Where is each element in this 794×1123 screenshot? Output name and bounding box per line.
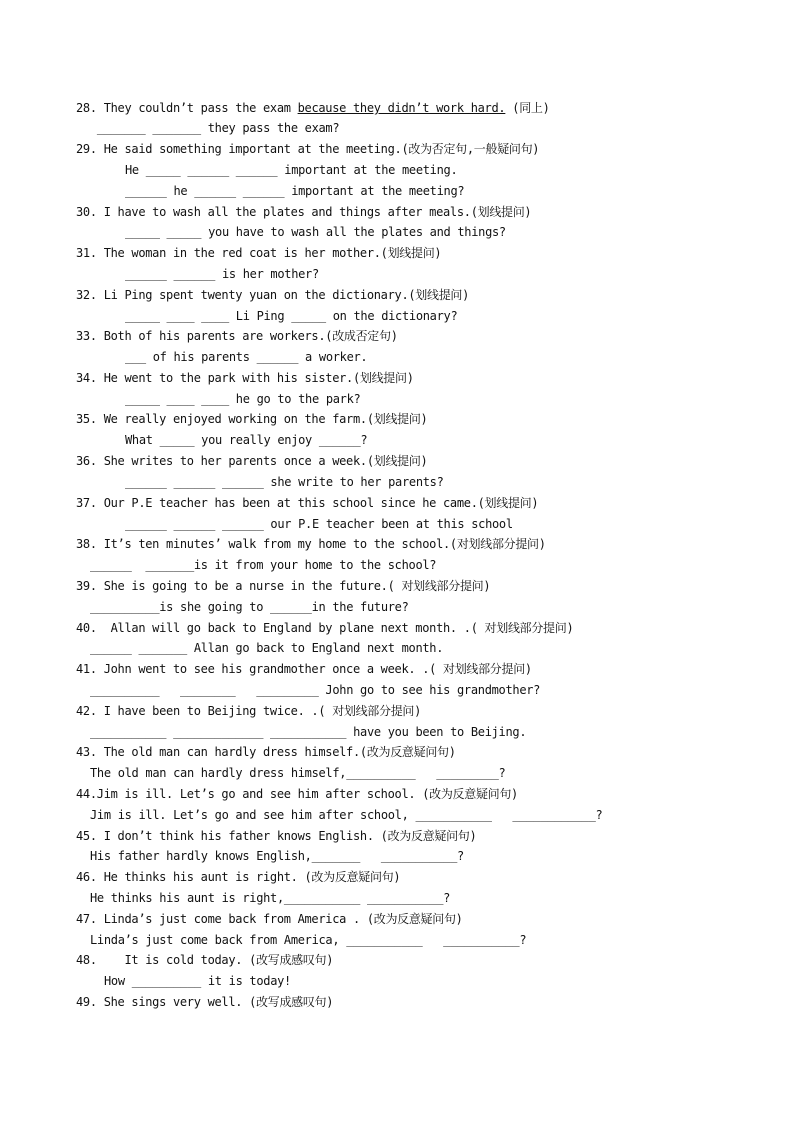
answer-line-29a: He _____ ______ ______ important at the meeting.: [125, 163, 458, 177]
answer-line-34: _____ ____ ____ he go to the park?: [125, 392, 361, 406]
answer-line-41: __________ ________ _________ John go to see his grandmother?: [90, 683, 541, 697]
answer-line-29b: ______ he ______ ______ important at the meeting?: [125, 184, 465, 198]
question-49: 49. She sings very well. (改写成感叹句): [76, 995, 334, 1009]
answer-line-32: _____ ____ ____ Li Ping _____ on the dictionary?: [125, 309, 458, 323]
underlined-phrase: because they didn’t work hard.: [297, 101, 506, 115]
question-38: 38. It’s ten minutes’ walk from my home to the school.(对划线部分提问): [76, 537, 546, 551]
question-44: 44.Jim is ill. Let’s go and see him after school. (改为反意疑问句): [76, 787, 518, 801]
answer-line-48: How __________ it is today!: [104, 974, 291, 988]
answer-line-35: What _____ you really enjoy ______?: [125, 433, 368, 447]
answer-line-47: Linda’s just come back from America, ___________ ___________?: [90, 933, 527, 947]
question-34: 34. He went to the park with his sister.(划线提问): [76, 371, 414, 385]
answer-line-45: His father hardly knows English,_______ ___________?: [90, 849, 464, 863]
answer-line-31: ______ ______ is her mother?: [125, 267, 319, 281]
question-35: 35. We really enjoyed working on the farm.(划线提问): [76, 412, 428, 426]
question-28-text: 28. They couldn’t pass the exam: [76, 101, 298, 115]
question-45: 45. I don’t think his father knows English. (改为反意疑问句): [76, 829, 477, 843]
question-46: 46. He thinks his aunt is right. (改为反意疑问句): [76, 870, 401, 884]
question-39: 39. She is going to be a nurse in the future.( 对划线部分提问): [76, 579, 491, 593]
question-32: 32. Li Ping spent twenty yuan on the dictionary.(划线提问): [76, 288, 470, 302]
answer-line-37: ______ ______ ______ our P.E teacher been at this school: [125, 517, 513, 531]
question-28: [76, 101, 550, 115]
answer-line-42: ___________ _____________ ___________ have you been to Beijing.: [90, 725, 527, 739]
answer-line-40: ______ _______ Allan go back to England next month.: [90, 641, 444, 655]
answer-line-43: The old man can hardly dress himself,__________ _________?: [90, 766, 506, 780]
question-28-instruction: (同上): [505, 101, 550, 115]
question-48: 48. It is cold today. (改写成感叹句): [76, 953, 334, 967]
question-33: 33. Both of his parents are workers.(改成否定句): [76, 329, 398, 343]
question-42: 42. I have been to Beijing twice. .( 对划线部分提问): [76, 704, 422, 718]
answer-line-46: He thinks his aunt is right,___________ ___________?: [90, 891, 451, 905]
question-47: 47. Linda’s just come back from America . (改为反意疑问句): [76, 912, 463, 926]
question-43: 43. The old man can hardly dress himself.(改为反意疑问句): [76, 745, 456, 759]
question-36: 36. She writes to her parents once a week.(划线提问): [76, 454, 428, 468]
answer-line-39: __________is she going to ______in the future?: [90, 600, 409, 614]
question-37: 37. Our P.E teacher has been at this school since he came.(划线提问): [76, 496, 539, 510]
answer-line-36: ______ ______ ______ she write to her parents?: [125, 475, 444, 489]
question-29: 29. He said something important at the meeting.(改为否定句,一般疑问句): [76, 142, 540, 156]
answer-line-33: ___ of his parents ______ a worker.: [125, 350, 368, 364]
question-41: 41. John went to see his grandmother once a week. .( 对划线部分提问): [76, 662, 532, 676]
answer-line-44: Jim is ill. Let’s go and see him after school, ___________ ____________?: [90, 808, 603, 822]
answer-line-38: ______ _______is it from your home to the school?: [90, 558, 437, 572]
answer-line-30: _____ _____ you have to wash all the plates and things?: [125, 225, 506, 239]
question-30: 30. I have to wash all the plates and things after meals.(划线提问): [76, 205, 532, 219]
answer-line-28: _______ _______ they pass the exam?: [90, 121, 340, 135]
question-31: 31. The woman in the red coat is her mother.(划线提问): [76, 246, 442, 260]
question-40: 40. Allan will go back to England by plane next month. .( 对划线部分提问): [76, 621, 574, 635]
